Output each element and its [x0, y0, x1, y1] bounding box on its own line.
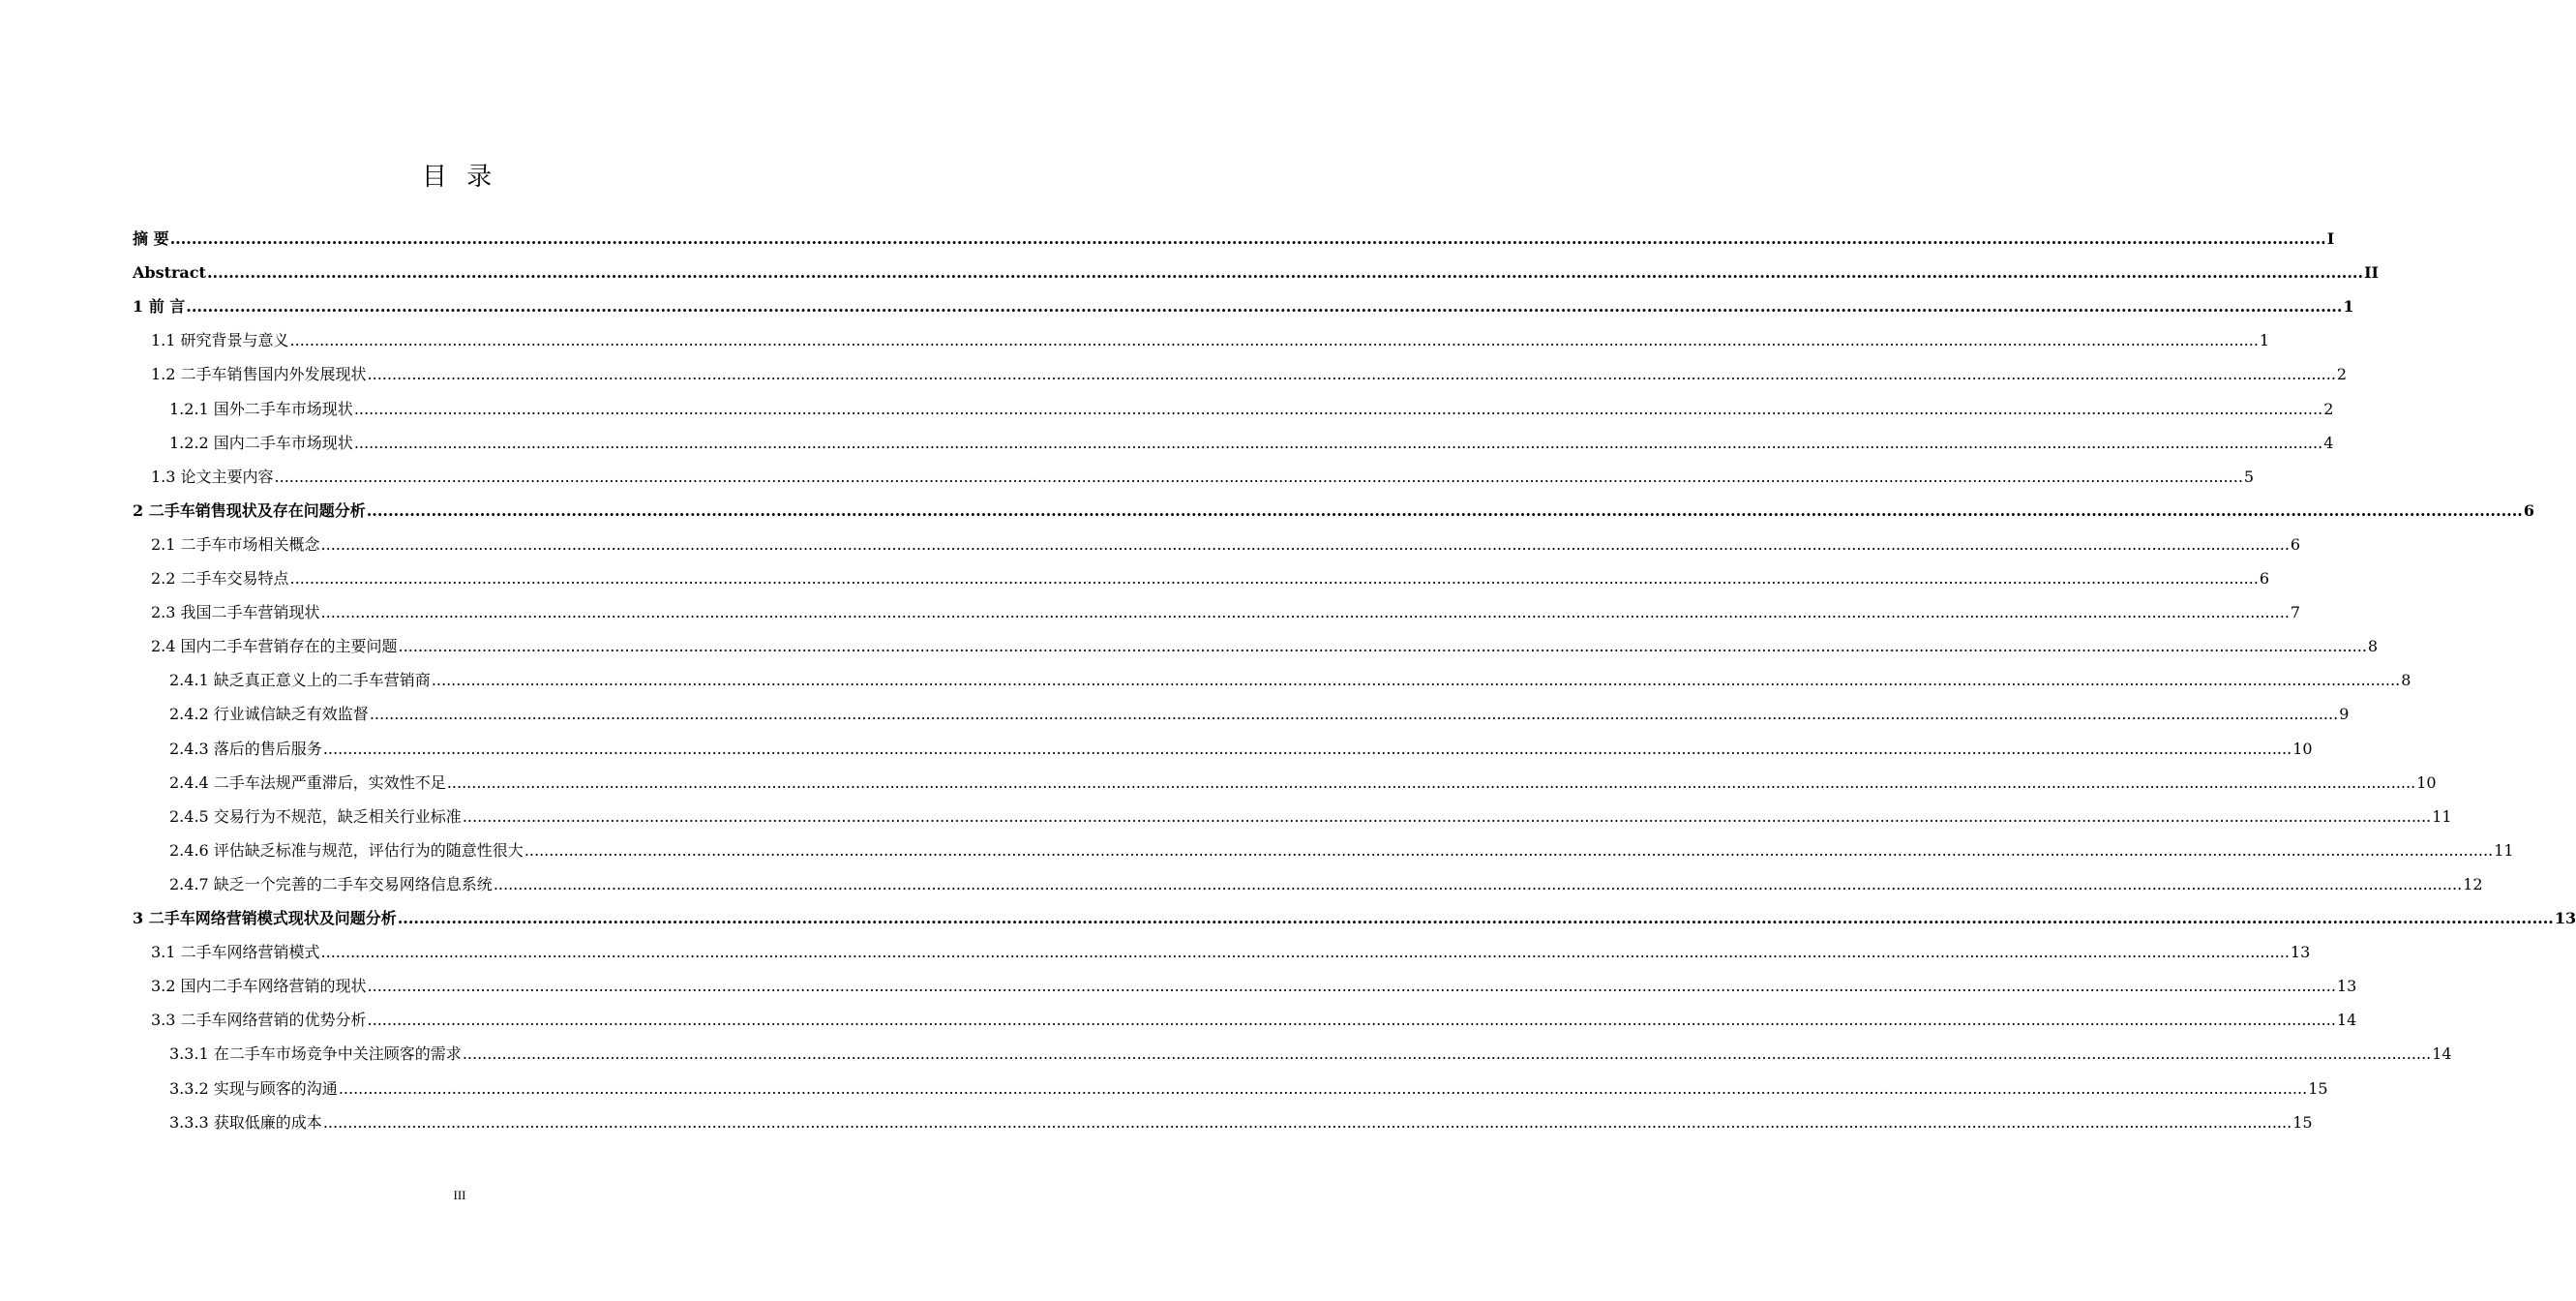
- toc-entry-title: 3.3.1 在二手车市场竞争中关注顾客的需求: [169, 1044, 462, 1063]
- toc-leader-dots: ................................................................................................................................................................................................................................................................................................................................................................................................................: [462, 807, 2432, 826]
- toc-leader-dots: ................................................................................................................................................................................................................................................................................................................................................................................................................: [289, 569, 2259, 588]
- toc-entry[interactable]: [133, 228, 2335, 250]
- toc-entry-title: 1.2 二手车销售国内外发展现状: [151, 365, 367, 383]
- toc-entry-title: 3.2 国内二手车网络营销的现状: [151, 977, 367, 995]
- toc-entry-page: 4: [2323, 434, 2334, 452]
- toc-entry[interactable]: [169, 704, 2350, 725]
- toc-entry-page: 2: [2323, 400, 2334, 418]
- toc-entry-title: 2.3 我国二手车营销现状: [151, 603, 320, 621]
- toc-entry-page: 14: [2432, 1044, 2452, 1063]
- page-title: 目 录: [421, 163, 498, 192]
- toc-entry[interactable]: [151, 602, 2301, 623]
- toc-leader-dots: ................................................................................................................................................................................................................................................................................................................................................................................................................: [320, 535, 2290, 554]
- toc-entry-title: 2.4 国内二手车营销存在的主要问题: [151, 637, 398, 655]
- toc-leader-dots: ................................................................................................................................................................................................................................................................................................................................................................................................................: [369, 705, 2339, 723]
- toc-entry[interactable]: [169, 433, 2334, 454]
- toc-entry-title: 2.4.4 二手车法规严重滞后，实效性不足: [169, 773, 446, 792]
- toc-entry-title: 2 二手车销售现状及存在问题分析: [133, 501, 366, 520]
- toc-entry-page: 8: [2401, 671, 2411, 689]
- toc-entry-page: 13: [2290, 943, 2311, 961]
- toc-leader-dots: ................................................................................................................................................................................................................................................................................................................................................................................................................: [462, 1044, 2432, 1063]
- toc-entry-page: 13: [2336, 977, 2357, 995]
- toc-entry[interactable]: [133, 296, 2354, 318]
- toc-entry[interactable]: [151, 330, 2270, 351]
- toc-entry-title: 1.2.2 国内二手车市场现状: [169, 434, 353, 452]
- toc-entry[interactable]: [169, 1044, 2452, 1065]
- toc-entry-title: 2.1 二手车市场相关概念: [151, 535, 320, 554]
- toc-entry-title: 2.2 二手车交易特点: [151, 569, 289, 588]
- toc-entry-title: Abstract: [133, 263, 206, 282]
- toc-leader-dots: ................................................................................................................................................................................................................................................................................................................................................................................................................: [322, 740, 2292, 758]
- toc-entry[interactable]: [169, 772, 2437, 794]
- toc-entry[interactable]: [169, 1078, 2328, 1100]
- toc-leader-dots: ................................................................................................................................................................................................................................................................................................................................................................................................................: [397, 909, 2554, 927]
- toc-entry[interactable]: [169, 874, 2483, 895]
- toc-entry-page: 1: [2343, 297, 2354, 316]
- toc-leader-dots: ................................................................................................................................................................................................................................................................................................................................................................................................................: [320, 943, 2290, 961]
- toc-entry-page: 13: [2554, 909, 2576, 927]
- toc-leader-dots: ................................................................................................................................................................................................................................................................................................................................................................................................................: [186, 297, 2343, 316]
- toc-entry-title: 1.3 论文主要内容: [151, 468, 274, 486]
- toc-entry-page: 11: [2494, 841, 2514, 860]
- toc-entry-page: 11: [2432, 807, 2452, 826]
- toc-entry-page: 15: [2308, 1079, 2328, 1098]
- toc-entry-page: 8: [2367, 637, 2379, 655]
- toc-leader-dots: ................................................................................................................................................................................................................................................................................................................................................................................................................: [398, 637, 2367, 655]
- toc-entry-page: 10: [2416, 773, 2437, 792]
- toc-entry[interactable]: [133, 262, 2380, 284]
- toc-entry[interactable]: [151, 364, 2348, 385]
- toc-entry[interactable]: [169, 670, 2411, 691]
- toc-leader-dots: ................................................................................................................................................................................................................................................................................................................................................................................................................: [206, 263, 2364, 282]
- toc-entry-page: 2: [2336, 365, 2348, 383]
- toc-entry-title: 2.4.3 落后的售后服务: [169, 740, 322, 758]
- toc-leader-dots: ................................................................................................................................................................................................................................................................................................................................................................................................................: [366, 501, 2523, 520]
- toc-entry[interactable]: [169, 1112, 2313, 1134]
- toc-leader-dots: ................................................................................................................................................................................................................................................................................................................................................................................................................: [367, 977, 2336, 995]
- toc-entry-page: 1: [2259, 331, 2270, 349]
- toc-entry-title: 1.1 研究背景与意义: [151, 331, 289, 349]
- toc-entry[interactable]: [169, 840, 2514, 862]
- toc-entry[interactable]: [151, 976, 2357, 997]
- toc-leader-dots: ................................................................................................................................................................................................................................................................................................................................................................................................................: [431, 671, 2401, 689]
- toc-entry-title: 2.4.5 交易行为不规范，缺乏相关行业标准: [169, 807, 462, 826]
- toc-entry-title: 3.3.3 获取低廉的成本: [169, 1113, 322, 1132]
- toc-entry-page: 6: [2290, 535, 2301, 554]
- page-number: III: [453, 1188, 466, 1202]
- toc-entry-title: 1.2.1 国外二手车市场现状: [169, 400, 353, 418]
- toc-entry-title: 2.4.2 行业诚信缺乏有效监督: [169, 705, 369, 723]
- toc-entry-title: 3 二手车网络营销模式现状及问题分析: [133, 909, 397, 927]
- toc-entry-title: 1 前 言: [133, 297, 186, 316]
- toc-entry[interactable]: [169, 806, 2452, 828]
- toc-entry-page: 14: [2336, 1011, 2357, 1029]
- toc-entry[interactable]: [151, 636, 2379, 657]
- toc-entry-page: 6: [2259, 569, 2270, 588]
- toc-entry[interactable]: [151, 534, 2301, 556]
- toc-leader-dots: ................................................................................................................................................................................................................................................................................................................................................................................................................: [493, 875, 2463, 893]
- toc-entry[interactable]: [169, 399, 2334, 420]
- toc-entry[interactable]: [169, 739, 2313, 760]
- toc-entry[interactable]: [133, 500, 2534, 522]
- toc-leader-dots: ................................................................................................................................................................................................................................................................................................................................................................................................................: [274, 468, 2243, 486]
- toc-leader-dots: ................................................................................................................................................................................................................................................................................................................................................................................................................: [169, 229, 2326, 248]
- toc-entry-title: 2.4.7 缺乏一个完善的二手车交易网络信息系统: [169, 875, 493, 893]
- toc-entry-page: 6: [2523, 501, 2534, 520]
- toc-entry-page: 9: [2339, 705, 2350, 723]
- toc-entry-page: 10: [2292, 740, 2313, 758]
- toc-entry-title: 2.4.1 缺乏真正意义上的二手车营销商: [169, 671, 431, 689]
- toc-leader-dots: ................................................................................................................................................................................................................................................................................................................................................................................................................: [353, 434, 2323, 452]
- toc-entry-title: 3.3.2 实现与顾客的沟通: [169, 1079, 338, 1098]
- toc-entry-page: 7: [2290, 603, 2301, 621]
- toc-entry-page: II: [2364, 263, 2380, 282]
- toc-entry-page: 5: [2243, 468, 2255, 486]
- toc-entry[interactable]: [151, 568, 2270, 590]
- toc-leader-dots: ................................................................................................................................................................................................................................................................................................................................................................................................................: [353, 400, 2323, 418]
- toc-entry-title: 2.4.6 评估缺乏标准与规范，评估行为的随意性很大: [169, 841, 524, 860]
- toc-leader-dots: ................................................................................................................................................................................................................................................................................................................................................................................................................: [289, 331, 2259, 349]
- toc-leader-dots: ................................................................................................................................................................................................................................................................................................................................................................................................................: [322, 1113, 2292, 1132]
- toc-leader-dots: ................................................................................................................................................................................................................................................................................................................................................................................................................: [367, 365, 2336, 383]
- toc-entry-title: 摘 要: [133, 229, 169, 248]
- toc-entry-title: 3.3 二手车网络营销的优势分析: [151, 1011, 367, 1029]
- toc-entry-page: 15: [2292, 1113, 2313, 1132]
- toc-entry[interactable]: [151, 1010, 2357, 1031]
- toc-entry[interactable]: [151, 942, 2311, 963]
- toc-leader-dots: ................................................................................................................................................................................................................................................................................................................................................................................................................: [446, 773, 2416, 792]
- toc-entry[interactable]: [133, 908, 2576, 929]
- toc-leader-dots: ................................................................................................................................................................................................................................................................................................................................................................................................................: [338, 1079, 2308, 1098]
- toc-leader-dots: ................................................................................................................................................................................................................................................................................................................................................................................................................: [320, 603, 2290, 621]
- toc-entry-title: 3.1 二手车网络营销模式: [151, 943, 320, 961]
- toc-leader-dots: ................................................................................................................................................................................................................................................................................................................................................................................................................: [367, 1011, 2336, 1029]
- toc-entry-page: 12: [2463, 875, 2483, 893]
- toc-leader-dots: ................................................................................................................................................................................................................................................................................................................................................................................................................: [524, 841, 2494, 860]
- toc-entry[interactable]: [151, 467, 2255, 488]
- toc-entry-page: I: [2326, 229, 2335, 248]
